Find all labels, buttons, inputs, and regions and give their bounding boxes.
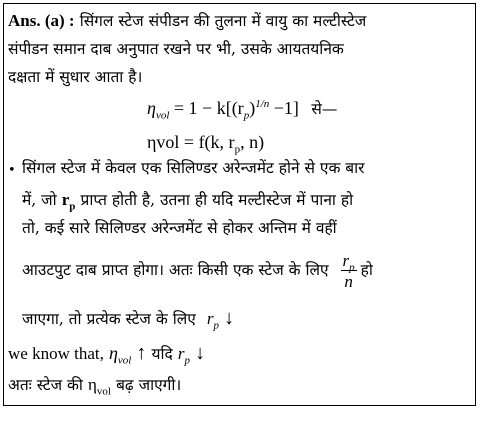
bullet-l2b: प्राप्त होती है, उतना ही यदि मल्टीस्टेज में पाना हो <box>80 191 354 209</box>
formula-part-1: = 1 − k[(r <box>169 98 244 118</box>
yadi-text: यदि <box>151 345 173 363</box>
final-text-a: अतः स्टेज की <box>8 376 83 394</box>
intro-line-1: सिंगल स्टेज संपीडन की तुलना में वायु का मल्टीस्टेज <box>79 12 367 30</box>
we-know-line <box>8 342 206 367</box>
bullet-line-4 <box>22 252 373 290</box>
bullet-line-2 <box>22 190 354 213</box>
eta-symbol: η <box>147 98 156 118</box>
answer-label: Ans. (a) : <box>8 11 75 30</box>
we-know-text: we know that, <box>8 344 104 363</box>
bullet-l5-rp: $r_p$ <box>206 309 220 332</box>
up-arrow-icon: ↑ <box>136 342 147 364</box>
eta-subscript: vol <box>155 109 170 122</box>
formula-tail: से— <box>311 100 338 118</box>
formula-eta-vol-1 <box>147 98 338 122</box>
formula2-sub: p <box>234 143 241 156</box>
formula-part-3: −1] <box>269 98 299 118</box>
bullet-l4: आउटपुट दाब प्राप्त होगा। अतः किसी एक स्टेज के लिए <box>22 261 329 280</box>
bullet-l2a: में, जो <box>22 191 57 209</box>
bullet-icon: • <box>8 163 16 178</box>
bullet-l5a: जाएगा, तो प्रत्येक स्टेज के लिए <box>22 310 196 328</box>
bullet-line-3: तो, कई सारे सिलिण्डर अरेन्जमेंट से होकर अन्तिम में वहीं <box>22 219 337 237</box>
final-eta-vol: $\eta_{vol}$ <box>88 375 111 398</box>
formula2-text: ηvol = f(k, r <box>147 132 235 152</box>
bullet-rp: $r_p$ <box>61 190 76 213</box>
down-arrow-icon: ↓ <box>224 307 235 329</box>
eta-vol: $\eta_{vol}$ <box>108 343 132 367</box>
final-line <box>8 375 182 398</box>
formula-eta-vol-2 <box>147 132 265 156</box>
rp-over-n-fraction: $\frac{r_p}{n}$ <box>342 251 355 291</box>
intro-line-3: दक्षता में सुधार आता है। <box>8 68 143 86</box>
conclusion-rp: $r_p$ <box>177 344 190 367</box>
down-arrow-icon: ↓ <box>195 342 206 364</box>
bullet-line-5 <box>22 307 235 332</box>
formula-part-2: ) <box>249 98 256 118</box>
rp-subscript: p <box>243 109 250 122</box>
bullet-l4-end: हो <box>360 261 373 280</box>
bullet-line-1: सिंगल स्टेज में केवल एक सिलिण्डर अरेन्जमेंट होने से एक बार <box>22 159 365 177</box>
final-text-b: बढ़ जाएगी। <box>116 376 182 394</box>
intro-line-2: संपीडन समान दाब अनुपात रखने पर भी, उसके आयतयनिक <box>8 40 344 58</box>
answer-line-1 <box>8 12 366 30</box>
exponent: 1/n <box>255 98 270 110</box>
formula2-end: , n) <box>240 132 265 152</box>
